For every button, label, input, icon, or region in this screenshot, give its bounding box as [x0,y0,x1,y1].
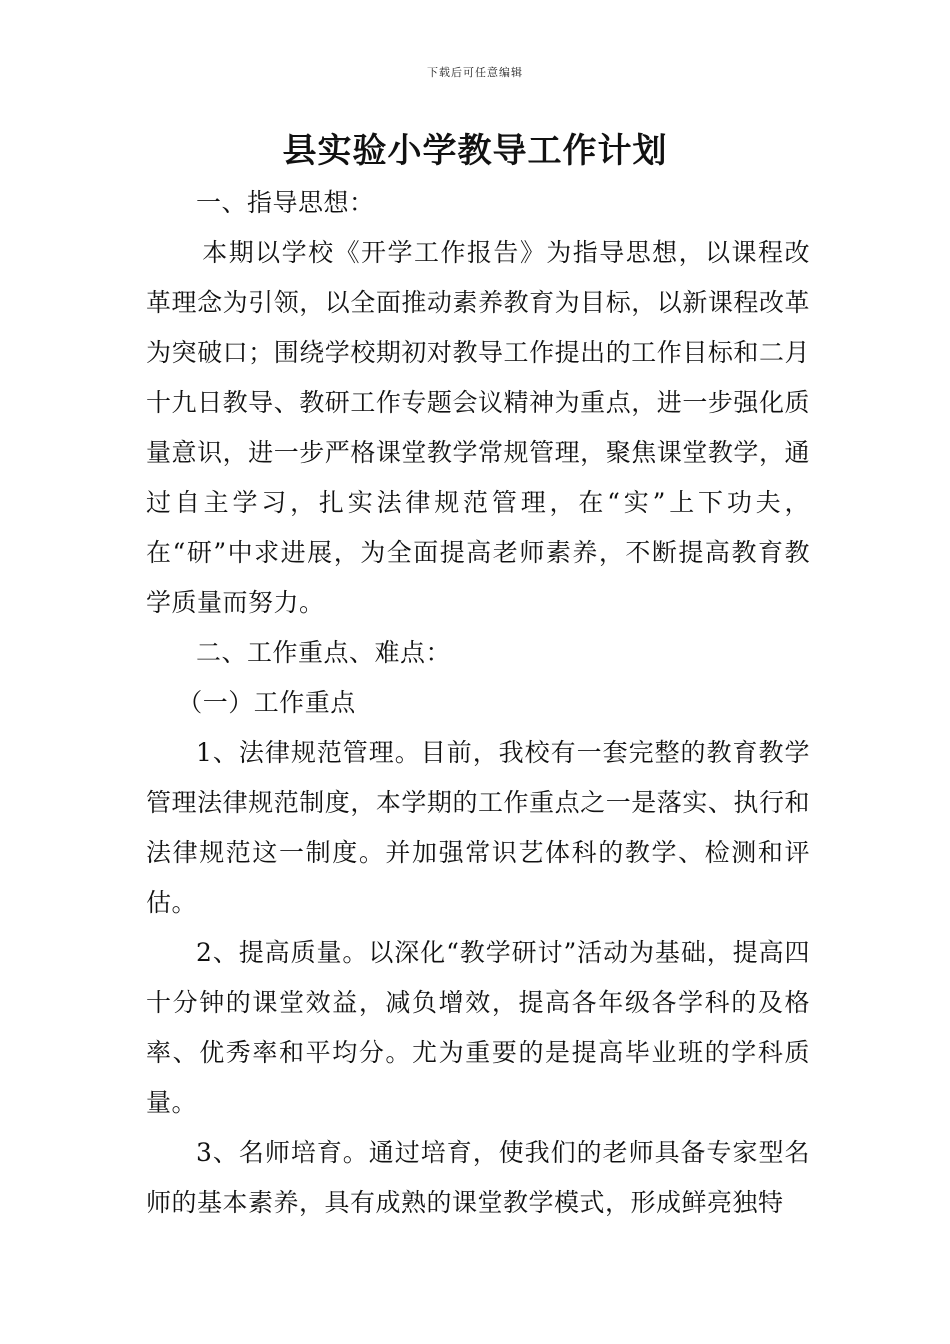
paragraph-item-1: 1、法律规范管理。目前，我校有一套完整的教育教学管理法律规范制度，本学期的工作重点之一是落实、执行和法律规范这一制度。并加强常识艺体科的教学、检测和评估。 [146,738,810,917]
paragraph-item-3: 3、名师培育。通过培育，使我们的老师具备专家型名师的基本素养，具有成熟的课堂教学模式，形成鲜亮独特 [146,1138,810,1217]
subsection-heading-work-focus: （一）工作重点 [177,688,356,717]
section-heading-guiding-ideology: 一、指导思想： [196,188,375,217]
document-body [146,178,810,1228]
document-title: 县实验小学教导工作计划 [282,131,668,171]
section-heading-key-points: 二、工作重点、难点： [196,638,452,667]
page-header-note: 下载后可任意编辑 [427,66,523,79]
paragraph-item-2: 2、提高质量。以深化“教学研讨”活动为基础，提高四十分钟的课堂效益，减负增效，提高各年级各学科的及格率、优秀率和平均分。尤为重要的是提高毕业班的学科质量。 [146,938,810,1117]
paragraph-guiding-ideology: 本期以学校《开学工作报告》为指导思想，以课程改革理念为引领，以全面推动素养教育为目标，以新课程改革为突破口；围绕学校期初对教导工作提出的工作目标和二月十九日教导、教研工作专题会议精神为重点，进一步强化质量意识，进一步严格课堂教学常规管理，聚焦课堂教学，通过自主学习，扎实法律规范管理，在“实”上下功夫，在“研”中求进展，为全面提高老师素养，不断提高教育教学质量而努力。 [146,238,810,617]
